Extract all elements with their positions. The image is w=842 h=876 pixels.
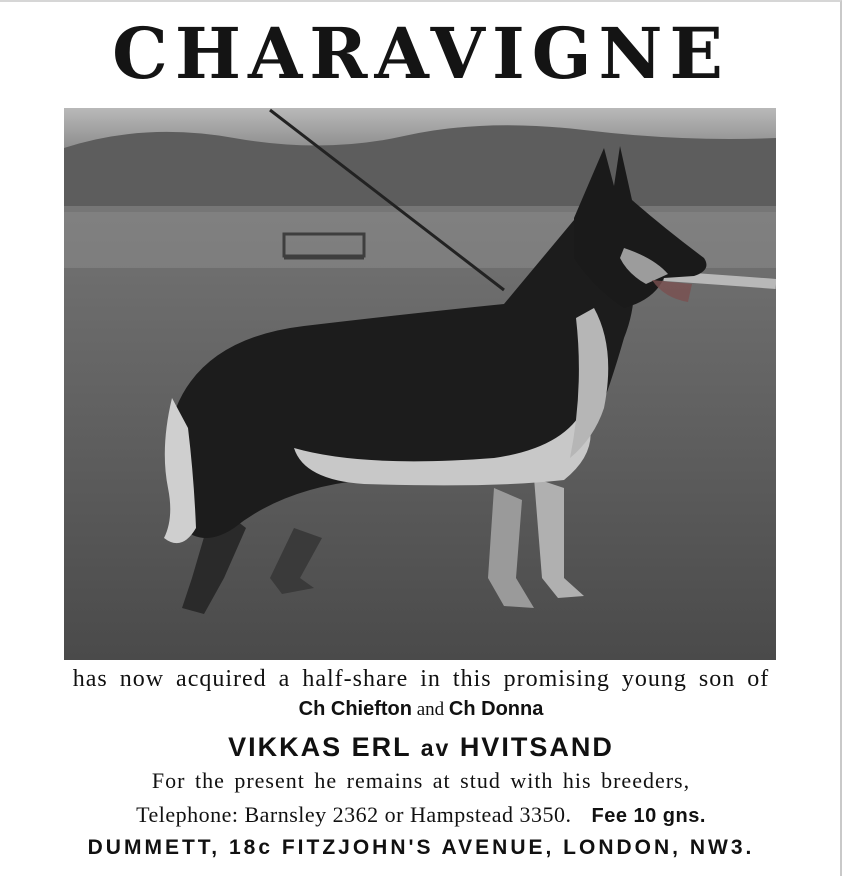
dog-name-last: HVITSAND xyxy=(459,732,614,762)
fee-text: Fee 10 gns. xyxy=(591,805,706,827)
dog-photo-icon xyxy=(64,108,776,660)
headline: CHARAVIGNE xyxy=(112,12,730,95)
dam-name: Ch Donna xyxy=(448,698,544,720)
dog-name-av: av xyxy=(420,735,451,761)
parents-line xyxy=(0,698,842,721)
address-line: DUMMETT, 18c FITZJOHN'S AVENUE, LONDON, NW3. xyxy=(87,836,755,859)
stud-note: For the present he remains at stud with his breeders, xyxy=(151,768,691,793)
dog-name xyxy=(0,732,842,763)
intro-line: has now acquired a half-share in this promising young son of xyxy=(72,666,770,692)
sire-name: Ch Chiefton xyxy=(298,698,412,720)
dog-name-first: VIKKAS ERL xyxy=(228,732,412,762)
telephone-text: Telephone: Barnsley 2362 or Hampstead 3350. xyxy=(136,802,572,827)
contact-line xyxy=(0,802,842,828)
and-word: and xyxy=(416,699,445,720)
dog-photo xyxy=(64,108,776,660)
